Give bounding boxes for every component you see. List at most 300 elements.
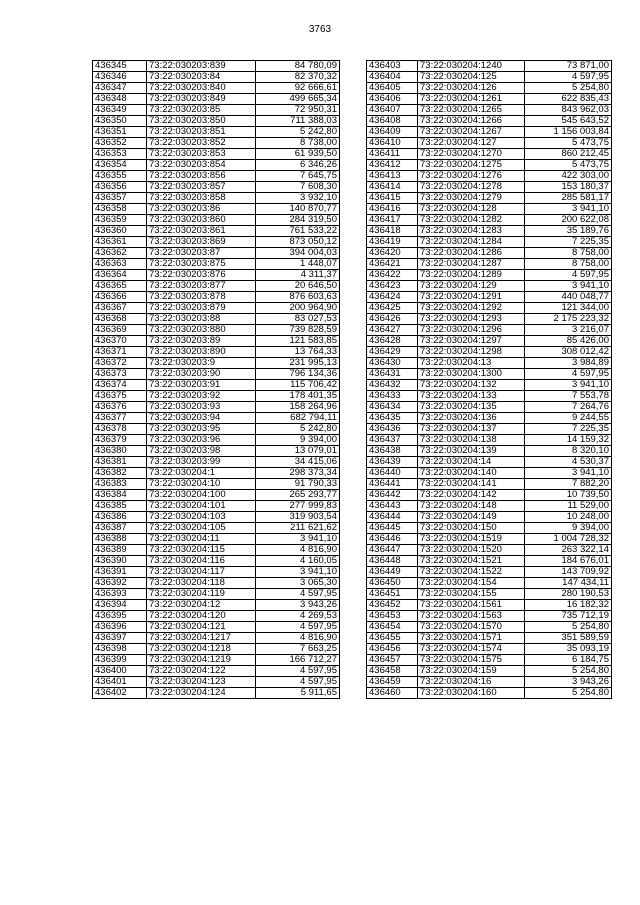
cadastral-value: 115 706,42 [256,380,340,391]
cadastral-number: 73:22:030204:1522 [418,567,525,578]
cadastral-number: 73:22:030204:1561 [418,600,525,611]
row-number: 436365 [93,281,147,292]
cadastral-number: 73:22:030203:858 [147,193,256,204]
row-number: 436439 [367,457,418,468]
cadastral-number: 73:22:030204:1293 [418,314,525,325]
cadastral-number: 73:22:030203:90 [147,369,256,380]
row-number: 436345 [93,61,147,72]
row-number: 436388 [93,534,147,545]
row-number: 436392 [93,578,147,589]
table-row [93,600,340,611]
table-row [93,160,340,171]
cadastral-number: 73:22:030204:118 [147,578,256,589]
cadastral-number: 73:22:030203:879 [147,303,256,314]
cadastral-number: 73:22:030203:861 [147,226,256,237]
cadastral-number: 73:22:030204:1287 [418,259,525,270]
row-number: 436433 [367,391,418,402]
cadastral-number: 73:22:030204:138 [418,435,525,446]
cadastral-number: 73:22:030203:876 [147,270,256,281]
row-number: 436371 [93,347,147,358]
cadastral-number: 73:22:030204:1267 [418,127,525,138]
cadastral-value: 1 004 728,32 [525,534,612,545]
cadastral-number: 73:22:030204:10 [147,479,256,490]
cadastral-value: 499 665,34 [256,94,340,105]
row-number: 436458 [367,666,418,677]
cadastral-value: 143 709,92 [525,567,612,578]
cadastral-number: 73:22:030203:890 [147,347,256,358]
cadastral-value: 873 050,12 [256,237,340,248]
cadastral-value: 8 758,00 [525,248,612,259]
table-row [367,545,612,556]
table-row [93,303,340,314]
table-row [93,424,340,435]
table-row [93,149,340,160]
cadastral-number: 73:22:030204:1291 [418,292,525,303]
cadastral-number: 73:22:030204:148 [418,501,525,512]
cadastral-value: 3 932,10 [256,193,340,204]
row-number: 436409 [367,127,418,138]
row-number: 436412 [367,160,418,171]
cadastral-value: 761 533,22 [256,226,340,237]
row-number: 436397 [93,633,147,644]
cadastral-value: 7 225,35 [525,424,612,435]
row-number: 436424 [367,292,418,303]
cadastral-number: 73:22:030204:11 [147,534,256,545]
row-number: 436386 [93,512,147,523]
cadastral-value: 3 941,10 [525,204,612,215]
cadastral-value: 351 589,59 [525,633,612,644]
table-row [93,94,340,105]
row-number: 436379 [93,435,147,446]
table-row [93,171,340,182]
row-number: 436449 [367,567,418,578]
table-row [367,292,612,303]
table-row [367,567,612,578]
table-row [93,677,340,688]
table-row [367,556,612,567]
table-row [367,644,612,655]
cadastral-value: 4 597,95 [525,369,612,380]
cadastral-value: 5 254,80 [525,622,612,633]
cadastral-number: 73:22:030203:85 [147,105,256,116]
cadastral-number: 73:22:030204:1570 [418,622,525,633]
row-number: 436382 [93,468,147,479]
cadastral-value: 20 646,50 [256,281,340,292]
cadastral-number: 73:22:030203:86 [147,204,256,215]
row-number: 436425 [367,303,418,314]
row-number: 436389 [93,545,147,556]
cadastral-number: 73:22:030204:100 [147,490,256,501]
table-row [93,314,340,325]
cadastral-value: 5 911,65 [256,688,340,699]
cadastral-number: 73:22:030204:116 [147,556,256,567]
table-row [367,457,612,468]
cadastral-value: 4 597,95 [256,589,340,600]
table-row [93,83,340,94]
cadastral-number: 73:22:030204:1283 [418,226,525,237]
table-row [367,61,612,72]
row-number: 436362 [93,248,147,259]
row-number: 436374 [93,380,147,391]
row-number: 436373 [93,369,147,380]
cadastral-number: 73:22:030204:1571 [418,633,525,644]
cadastral-number: 73:22:030203:854 [147,160,256,171]
cadastral-number: 73:22:030204:1265 [418,105,525,116]
row-number: 436395 [93,611,147,622]
table-row [367,83,612,94]
table-row [93,457,340,468]
row-number: 436447 [367,545,418,556]
row-number: 436454 [367,622,418,633]
table-row [367,215,612,226]
cadastral-value: 6 184,75 [525,655,612,666]
cadastral-value: 4 160,05 [256,556,340,567]
cadastral-number: 73:22:030204:1279 [418,193,525,204]
cadastral-value: 8 758,00 [525,259,612,270]
table-row [367,182,612,193]
row-number: 436384 [93,490,147,501]
cadastral-number: 73:22:030204:115 [147,545,256,556]
cadastral-number: 73:22:030204:136 [418,413,525,424]
row-number: 436385 [93,501,147,512]
row-number: 436428 [367,336,418,347]
row-number: 436416 [367,204,418,215]
cadastral-value: 11 529,00 [525,501,612,512]
cadastral-value: 3 984,89 [525,358,612,369]
cadastral-value: 140 870,77 [256,204,340,215]
table-row [367,160,612,171]
cadastral-number: 73:22:030203:851 [147,127,256,138]
cadastral-value: 158 264,96 [256,402,340,413]
table-row [367,534,612,545]
cadastral-number: 73:22:030204:135 [418,402,525,413]
table-row [93,325,340,336]
cadastral-value: 72 950,31 [256,105,340,116]
row-number: 436450 [367,578,418,589]
cadastral-number: 73:22:030203:88 [147,314,256,325]
cadastral-number: 73:22:030204:1563 [418,611,525,622]
cadastral-value: 285 581,17 [525,193,612,204]
cadastral-value: 5 254,80 [525,666,612,677]
row-number: 436390 [93,556,147,567]
cadastral-value: 166 712,27 [256,655,340,666]
cadastral-value: 4 530,37 [525,457,612,468]
table-row [367,490,612,501]
cadastral-value: 7 264,76 [525,402,612,413]
row-number: 436456 [367,644,418,655]
cadastral-value: 84 780,09 [256,61,340,72]
cadastral-value: 876 603,63 [256,292,340,303]
table-row [367,622,612,633]
row-number: 436440 [367,468,418,479]
row-number: 436394 [93,600,147,611]
cadastral-number: 73:22:030204:1275 [418,160,525,171]
row-number: 436393 [93,589,147,600]
cadastral-value: 284 319,50 [256,215,340,226]
cadastral-number: 73:22:030204:1296 [418,325,525,336]
cadastral-value: 735 712,19 [525,611,612,622]
row-number: 436446 [367,534,418,545]
cadastral-value: 9 394,00 [525,523,612,534]
cadastral-value: 5 473,75 [525,160,612,171]
cadastral-value: 3 941,10 [525,468,612,479]
cadastral-number: 73:22:030203:98 [147,446,256,457]
cadastral-number: 73:22:030204:137 [418,424,525,435]
cadastral-value: 8 738,00 [256,138,340,149]
cadastral-value: 682 794,11 [256,413,340,424]
table-row [367,116,612,127]
table-row [93,204,340,215]
row-number: 436455 [367,633,418,644]
cadastral-number: 73:22:030204:160 [418,688,525,699]
table-row [93,281,340,292]
row-number: 436419 [367,237,418,248]
row-number: 436452 [367,600,418,611]
cadastral-number: 73:22:030204:125 [418,72,525,83]
table-row [367,435,612,446]
cadastral-value: 4 597,95 [525,72,612,83]
cadastral-value: 4 269,53 [256,611,340,622]
cadastral-number: 73:22:030203:99 [147,457,256,468]
cadastral-number: 73:22:030203:853 [147,149,256,160]
row-number: 436407 [367,105,418,116]
table-row [367,666,612,677]
table-row [367,259,612,270]
cadastral-value: 85 426,00 [525,336,612,347]
table-row [93,369,340,380]
cadastral-number: 73:22:030203:89 [147,336,256,347]
cadastral-number: 73:22:030203:857 [147,182,256,193]
cadastral-number: 73:22:030204:1 [147,468,256,479]
cadastral-number: 73:22:030204:1300 [418,369,525,380]
row-number: 436357 [93,193,147,204]
table-row [93,61,340,72]
cadastral-value: 5 242,80 [256,127,340,138]
cadastral-number: 73:22:030203:839 [147,61,256,72]
cadastral-value: 7 225,35 [525,237,612,248]
cadastral-value: 121 344,00 [525,303,612,314]
row-number: 436401 [93,677,147,688]
row-number: 436398 [93,644,147,655]
cadastral-number: 73:22:030203:856 [147,171,256,182]
cadastral-value: 9 394,00 [256,435,340,446]
row-number: 436353 [93,149,147,160]
table-row [367,523,612,534]
cadastral-value: 6 346,26 [256,160,340,171]
cadastral-number: 73:22:030204:1574 [418,644,525,655]
row-number: 436406 [367,94,418,105]
cadastral-number: 73:22:030204:139 [418,446,525,457]
row-number: 436396 [93,622,147,633]
table-row [93,622,340,633]
cadastral-number: 73:22:030204:142 [418,490,525,501]
cadastral-number: 73:22:030204:101 [147,501,256,512]
table-row [367,512,612,523]
row-number: 436437 [367,435,418,446]
cadastral-value: 153 180,37 [525,182,612,193]
cadastral-value: 7 608,30 [256,182,340,193]
table-row [93,567,340,578]
cadastral-value: 308 012,42 [525,347,612,358]
table-row [367,281,612,292]
row-number: 436443 [367,501,418,512]
row-number: 436422 [367,270,418,281]
cadastral-value: 184 676,01 [525,556,612,567]
cadastral-value: 121 583,85 [256,336,340,347]
cadastral-number: 73:22:030204:150 [418,523,525,534]
cadastral-value: 8 320,10 [525,446,612,457]
row-number: 436404 [367,72,418,83]
cadastral-number: 73:22:030204:1278 [418,182,525,193]
page-number: 3763 [308,24,332,35]
table-row [367,193,612,204]
cadastral-value: 14 159,32 [525,435,612,446]
row-number: 436359 [93,215,147,226]
cadastral-number: 73:22:030204:128 [418,204,525,215]
cadastral-number: 73:22:030204:121 [147,622,256,633]
cadastral-number: 73:22:030204:1270 [418,149,525,160]
cadastral-number: 73:22:030204:141 [418,479,525,490]
table-row [367,314,612,325]
cadastral-value: 2 175 223,32 [525,314,612,325]
cadastral-value: 10 739,50 [525,490,612,501]
cadastral-value: 1 156 003,84 [525,127,612,138]
cadastral-number: 73:22:030203:9 [147,358,256,369]
table-row [367,226,612,237]
cadastral-value: 35 189,76 [525,226,612,237]
cadastral-value: 91 790,33 [256,479,340,490]
table-row [93,215,340,226]
cadastral-value: 5 254,80 [525,83,612,94]
row-number: 436391 [93,567,147,578]
left-register-table [92,60,340,699]
cadastral-value: 9 244,55 [525,413,612,424]
cadastral-number: 73:22:030204:1289 [418,270,525,281]
table-row [93,556,340,567]
cadastral-number: 73:22:030204:133 [418,391,525,402]
row-number: 436410 [367,138,418,149]
cadastral-number: 73:22:030203:840 [147,83,256,94]
row-number: 436381 [93,457,147,468]
right-register-table [366,60,612,699]
cadastral-number: 73:22:030203:95 [147,424,256,435]
table-row [93,259,340,270]
row-number: 436411 [367,149,418,160]
cadastral-value: 1 448,07 [256,259,340,270]
cadastral-value: 13 079,01 [256,446,340,457]
cadastral-value: 265 293,77 [256,490,340,501]
cadastral-value: 4 311,37 [256,270,340,281]
table-row [367,611,612,622]
cadastral-value: 200 964,90 [256,303,340,314]
cadastral-number: 73:22:030204:154 [418,578,525,589]
table-row [93,237,340,248]
table-row [93,545,340,556]
cadastral-value: 4 816,90 [256,633,340,644]
row-number: 436354 [93,160,147,171]
table-row [367,677,612,688]
cadastral-value: 3 943,26 [525,677,612,688]
cadastral-value: 545 643,52 [525,116,612,127]
cadastral-value: 3 943,26 [256,600,340,611]
cadastral-value: 73 871,00 [525,61,612,72]
cadastral-number: 73:22:030204:1297 [418,336,525,347]
table-row [367,138,612,149]
cadastral-number: 73:22:030204:159 [418,666,525,677]
cadastral-number: 73:22:030203:94 [147,413,256,424]
table-row [93,270,340,281]
table-row [93,611,340,622]
cadastral-value: 61 939,50 [256,149,340,160]
cadastral-value: 200 622,08 [525,215,612,226]
cadastral-number: 73:22:030203:91 [147,380,256,391]
cadastral-value: 7 882,20 [525,479,612,490]
cadastral-number: 73:22:030204:155 [418,589,525,600]
cadastral-value: 4 597,95 [256,677,340,688]
cadastral-number: 73:22:030204:1298 [418,347,525,358]
row-number: 436434 [367,402,418,413]
cadastral-number: 73:22:030204:1519 [418,534,525,545]
row-number: 436431 [367,369,418,380]
row-number: 436448 [367,556,418,567]
cadastral-value: 82 370,32 [256,72,340,83]
table-row [93,358,340,369]
cadastral-number: 73:22:030203:850 [147,116,256,127]
row-number: 436360 [93,226,147,237]
row-number: 436387 [93,523,147,534]
table-row [367,380,612,391]
cadastral-number: 73:22:030204:122 [147,666,256,677]
table-row [367,501,612,512]
row-number: 436355 [93,171,147,182]
table-row [93,655,340,666]
cadastral-number: 73:22:030204:120 [147,611,256,622]
table-row [367,72,612,83]
row-number: 436423 [367,281,418,292]
table-row [93,138,340,149]
row-number: 436402 [93,688,147,699]
cadastral-value: 147 434,11 [525,578,612,589]
row-number: 436445 [367,523,418,534]
cadastral-value: 3 941,10 [256,534,340,545]
table-row [93,534,340,545]
table-row [93,468,340,479]
table-row [93,413,340,424]
cadastral-number: 73:22:030203:877 [147,281,256,292]
cadastral-value: 211 621,62 [256,523,340,534]
row-number: 436399 [93,655,147,666]
cadastral-number: 73:22:030204:126 [418,83,525,94]
row-number: 436356 [93,182,147,193]
row-number: 436417 [367,215,418,226]
cadastral-value: 5 254,80 [525,688,612,699]
cadastral-number: 73:22:030204:140 [418,468,525,479]
row-number: 436350 [93,116,147,127]
row-number: 436348 [93,94,147,105]
cadastral-value: 843 962,03 [525,105,612,116]
table-row [93,72,340,83]
row-number: 436347 [93,83,147,94]
cadastral-value: 711 388,03 [256,116,340,127]
row-number: 436363 [93,259,147,270]
cadastral-value: 3 216,07 [525,325,612,336]
cadastral-number: 73:22:030203:869 [147,237,256,248]
cadastral-number: 73:22:030203:878 [147,292,256,303]
row-number: 436400 [93,666,147,677]
left-table-body [93,61,340,699]
table-row [93,347,340,358]
row-number: 436432 [367,380,418,391]
